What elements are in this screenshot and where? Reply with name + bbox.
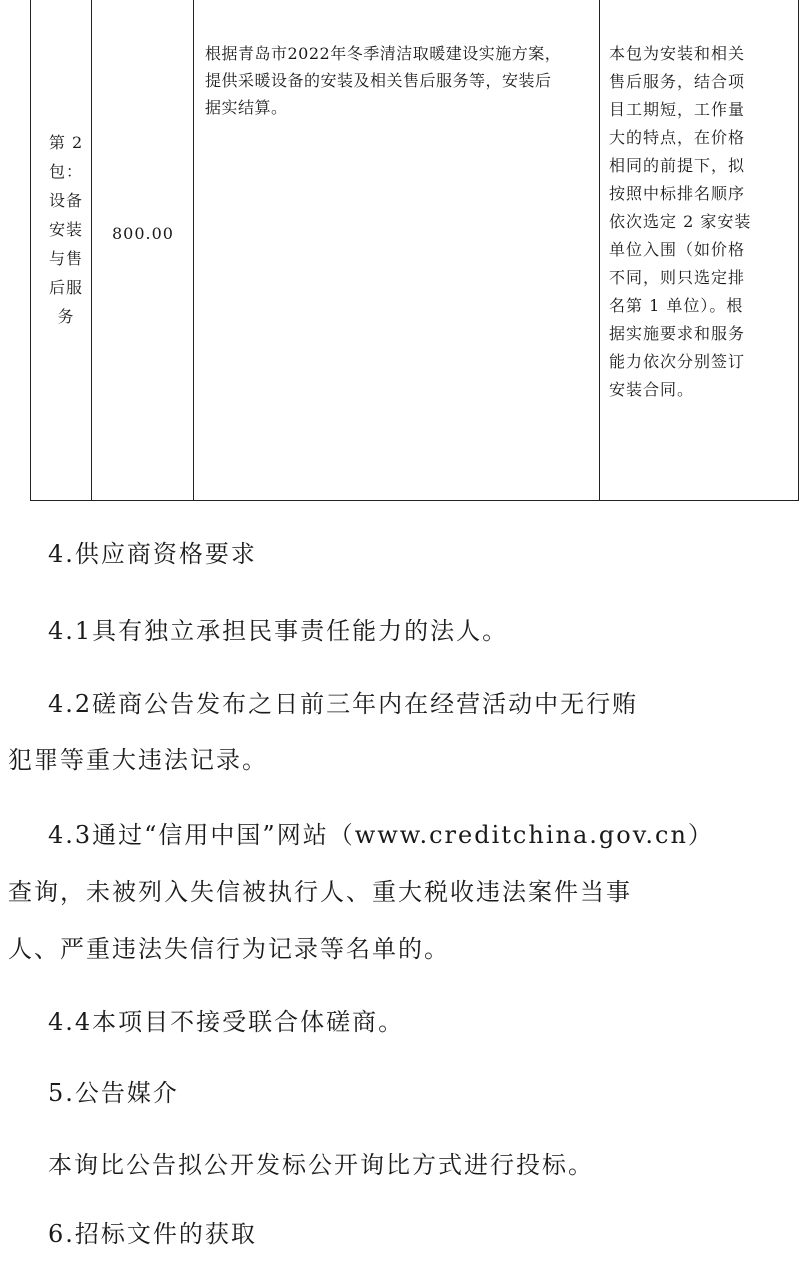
content-cell: 根据青岛市2022年冬季清洁取暖建设实施方案， 提供采暖设备的安装及相关售后服务等，安装后 据实结算。	[205, 44, 562, 117]
paragraph-4-3-cont-2: 人、严重违法失信行为记录等名单的。	[8, 935, 450, 963]
package-name-cell: 第 2 包： 设备 安装 与售 后服 务	[48, 133, 84, 326]
paragraph-4-2: 4.2磋商公告发布之日前三年内在经营活动中无行贿	[48, 690, 639, 718]
paragraph-4-1: 4.1具有独立承担民事责任能力的法人。	[48, 617, 509, 645]
package-table	[30, 0, 799, 501]
section-heading-announcement-media: 5.公告媒介	[48, 1079, 179, 1107]
table-divider	[193, 0, 194, 500]
paragraph-4-3-cont-1: 查询，未被列入失信被执行人、重大税收违法案件当事	[8, 878, 632, 906]
remarks-cell: 本包为安装和相关 售后服务，结合项 目工期短，工作量 大的特点，在价格 相同的前提下，拟 按照中标排名顺序 依次选定 2 家安装 单位入围（如价格 不同，则只选定排 名第 1 单位）。根 据实施要求和服务 能力依次分别签订 安装合同。	[609, 44, 752, 399]
amount-cell: 800.00	[112, 224, 174, 243]
section-heading-supplier-qualification: 4.供应商资格要求	[48, 540, 257, 568]
section-heading-tender-documents: 6.招标文件的获取	[48, 1220, 257, 1248]
paragraph-4-2-cont: 犯罪等重大违法记录。	[8, 746, 268, 774]
paragraph-announcement: 本询比公告拟公开发标公开询比方式进行投标。	[48, 1151, 594, 1179]
paragraph-4-4: 4.4本项目不接受联合体磋商。	[48, 1008, 405, 1036]
paragraph-4-3: 4.3通过“信用中国”网站（www.creditchina.gov.cn）	[48, 821, 714, 849]
